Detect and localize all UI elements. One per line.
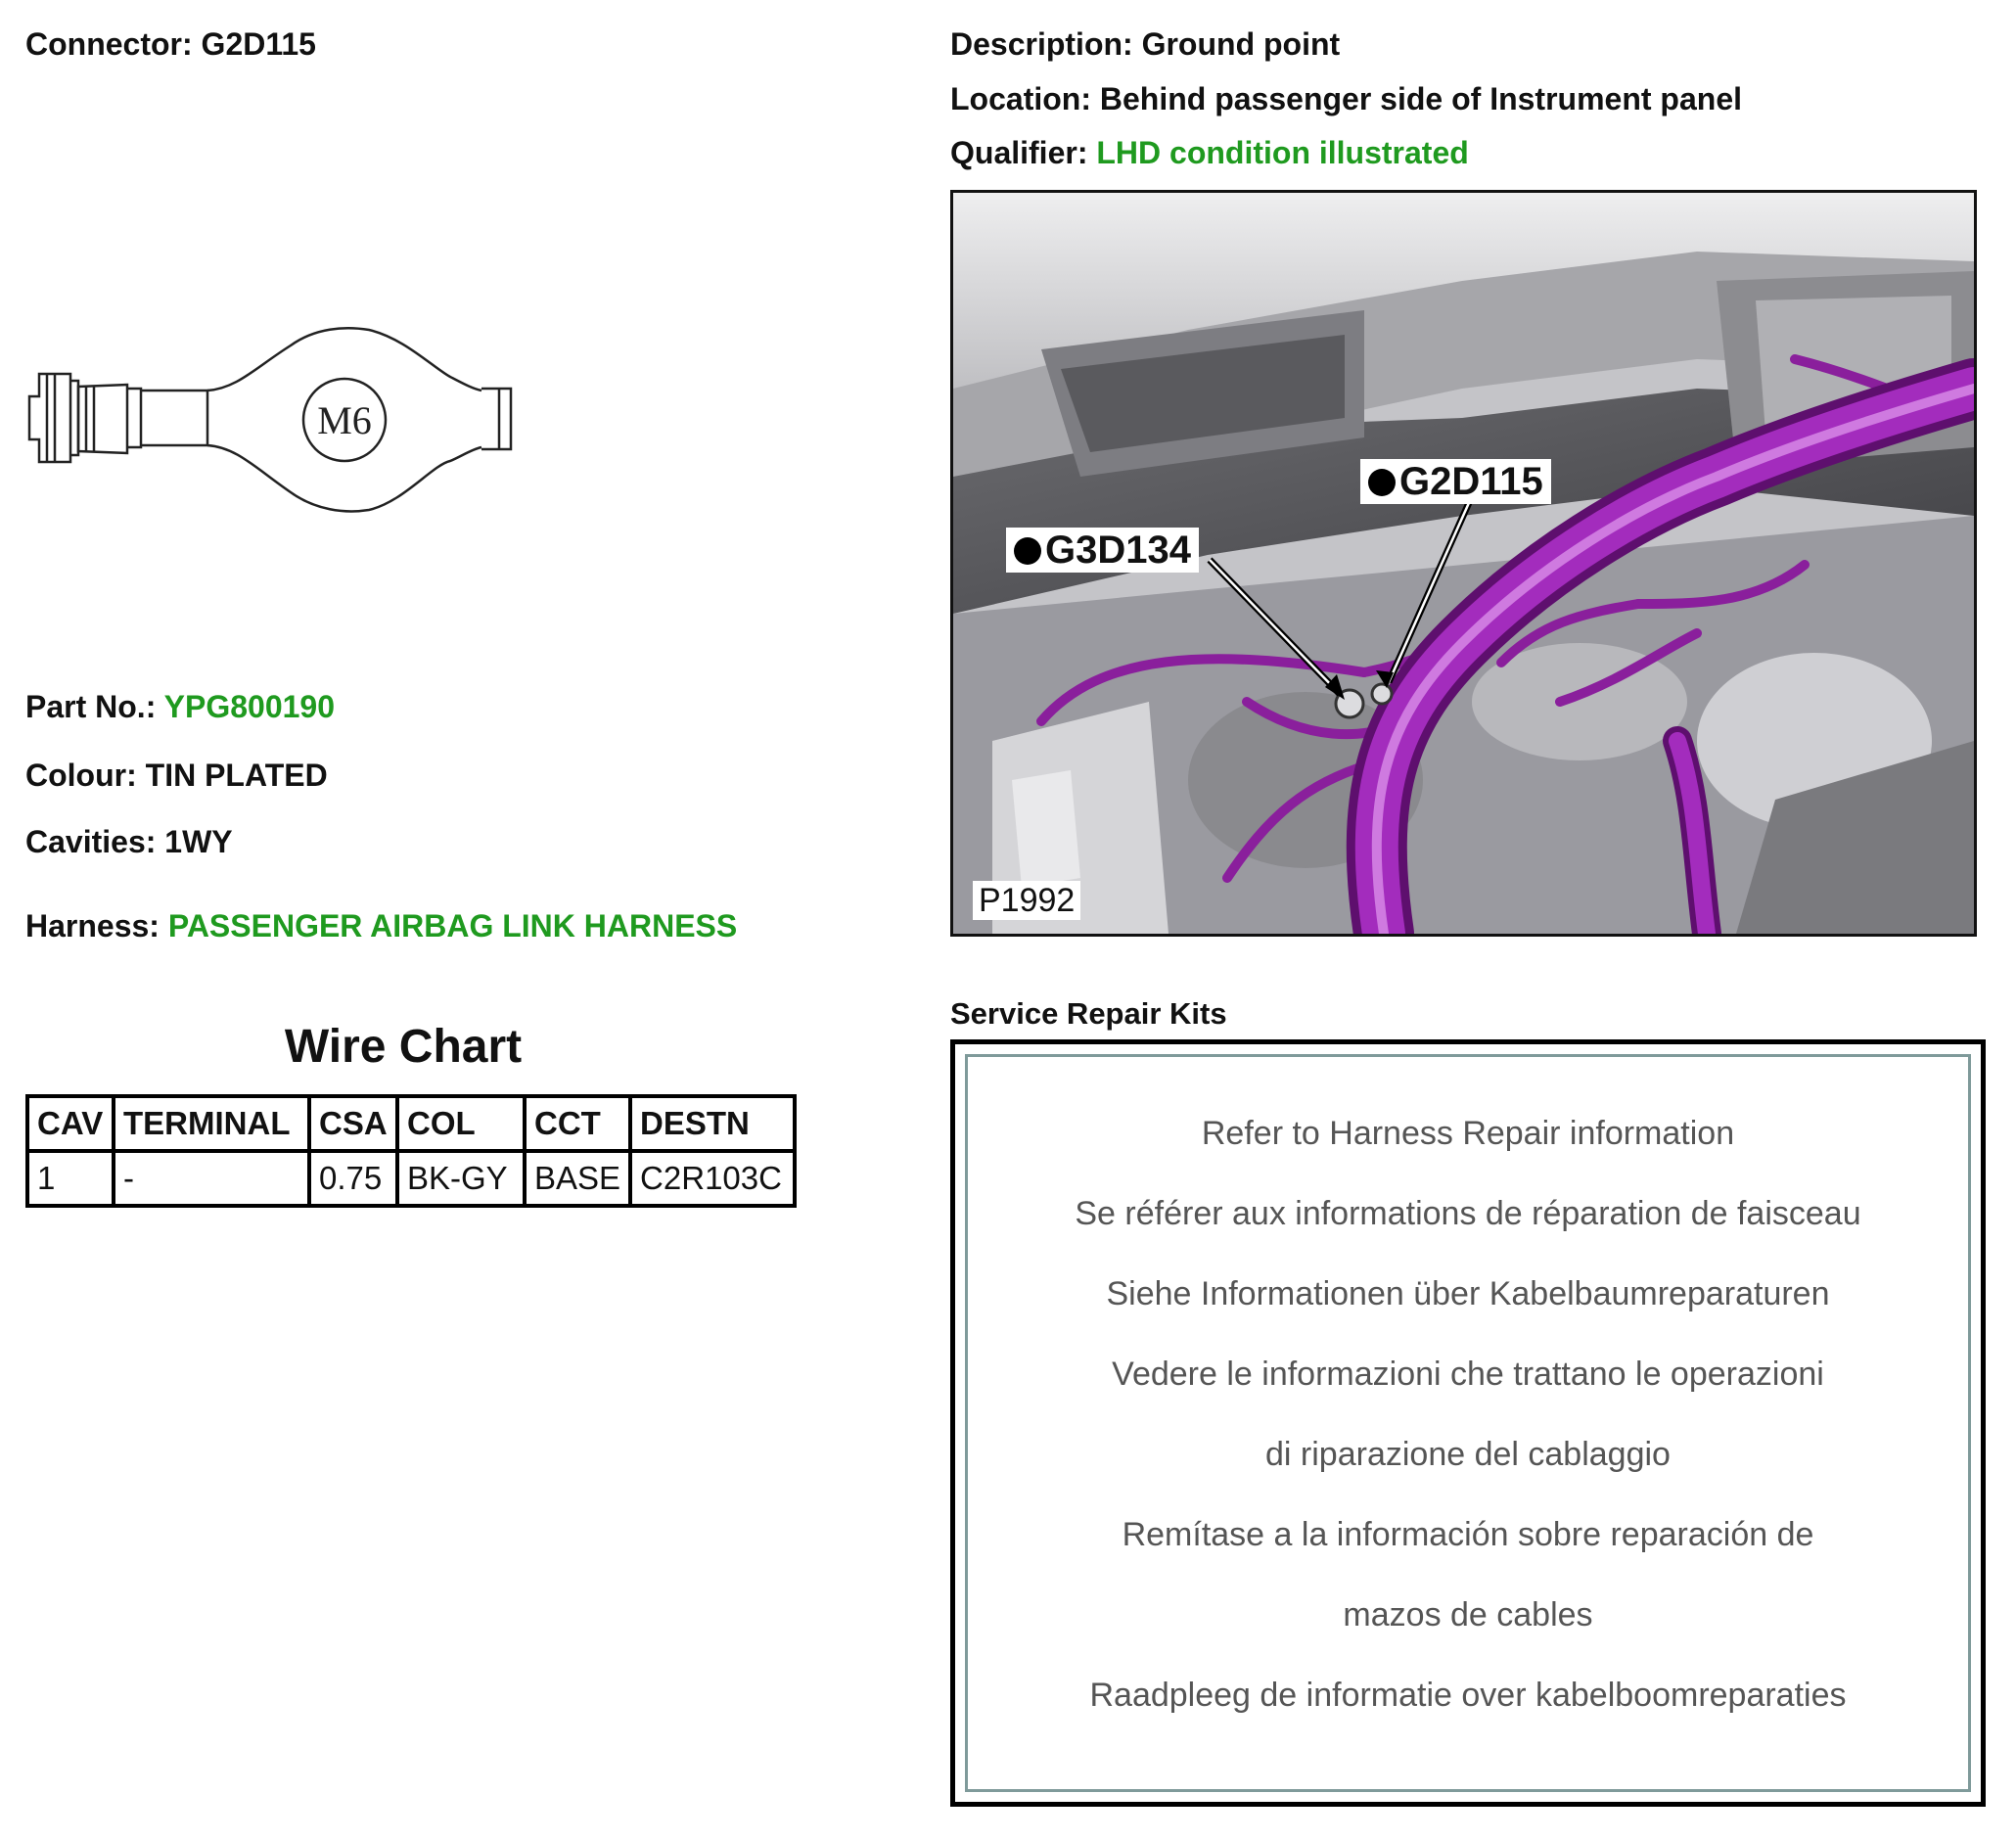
cavities-label: Cavities:: [25, 824, 157, 859]
header-cav: CAV: [27, 1096, 114, 1151]
qualifier-label: Qualifier:: [950, 135, 1088, 170]
header-terminal: TERMINAL: [114, 1096, 309, 1151]
repair-line-es-2: mazos de cables: [1343, 1596, 1593, 1633]
description-label: Description:: [950, 26, 1133, 62]
connector-label: Connector:: [25, 26, 193, 62]
repair-line-fr: Se référer aux informations de réparation de faisceau: [1075, 1195, 1861, 1232]
illustration-id: P1992: [973, 881, 1080, 920]
part-no-value: YPG800190: [163, 689, 336, 724]
cell-cct: BASE: [525, 1151, 630, 1206]
location-value: Behind passenger side of Instrument panel: [1099, 81, 1742, 116]
harness-label: Harness:: [25, 908, 160, 943]
header-csa: CSA: [309, 1096, 397, 1151]
cell-col: BK-GY: [397, 1151, 525, 1206]
wire-chart-header-row: [27, 1096, 795, 1151]
repair-line-nl: Raadpleeg de informatie over kabelboomreparaties: [1089, 1677, 1847, 1714]
repair-line-it-2: di riparazione del cablaggio: [1265, 1436, 1671, 1473]
qualifier-line: [950, 133, 1469, 172]
harness-line: [25, 906, 737, 945]
connector-value: G2D115: [201, 26, 316, 62]
header-destn: DESTN: [630, 1096, 795, 1151]
repair-line-it-1: Vedere le informazioni che trattano le operazioni: [1112, 1356, 1824, 1393]
location-label: Location:: [950, 81, 1091, 116]
description-value: Ground point: [1141, 26, 1341, 62]
drawing-size-text: M6: [317, 398, 372, 442]
wire-chart-title: Wire Chart: [284, 1021, 523, 1073]
ring-terminal-drawing: [22, 318, 530, 533]
repair-line-en: Refer to Harness Repair information: [1201, 1115, 1735, 1152]
cavities-value: 1WY: [164, 824, 233, 859]
cell-destn: C2R103C: [630, 1151, 795, 1206]
cavities-line: [25, 822, 233, 861]
cell-terminal: -: [114, 1151, 309, 1206]
location-illustration: [950, 190, 1977, 937]
colour-label: Colour:: [25, 758, 137, 793]
header-cct: CCT: [525, 1096, 630, 1151]
part-no-label: Part No.:: [25, 689, 157, 724]
harness-value: PASSENGER AIRBAG LINK HARNESS: [167, 908, 738, 943]
callout-g2d115: [1360, 459, 1551, 504]
repair-line-es-1: Remítase a la información sobre reparación de: [1122, 1516, 1814, 1553]
callout-g2d115-label: G2D115: [1399, 460, 1543, 503]
header-col: COL: [397, 1096, 525, 1151]
service-repair-kits-title: Service Repair Kits: [950, 996, 1227, 1031]
colour-value: TIN PLATED: [145, 758, 328, 793]
colour-line: [25, 756, 328, 795]
bullet-icon: [1014, 537, 1041, 565]
callout-g3d134: [1006, 528, 1199, 573]
part-no-line: [25, 687, 335, 726]
cell-cav: 1: [27, 1151, 114, 1206]
qualifier-value: LHD condition illustrated: [1096, 135, 1469, 170]
callout-g3d134-label: G3D134: [1045, 529, 1191, 572]
table-row: [27, 1151, 795, 1206]
service-repair-kits-inner: [965, 1054, 1971, 1792]
connector-line: [25, 24, 316, 64]
service-repair-kits-box: [950, 1039, 1986, 1807]
connector-drawing: [22, 318, 530, 533]
repair-line-de: Siehe Informationen über Kabelbaumreparaturen: [1106, 1275, 1830, 1312]
description-line: [950, 24, 1340, 64]
cell-csa: 0.75: [309, 1151, 397, 1206]
bullet-icon: [1368, 469, 1396, 496]
location-line: [950, 79, 1742, 118]
wire-chart-table: [25, 1094, 797, 1208]
